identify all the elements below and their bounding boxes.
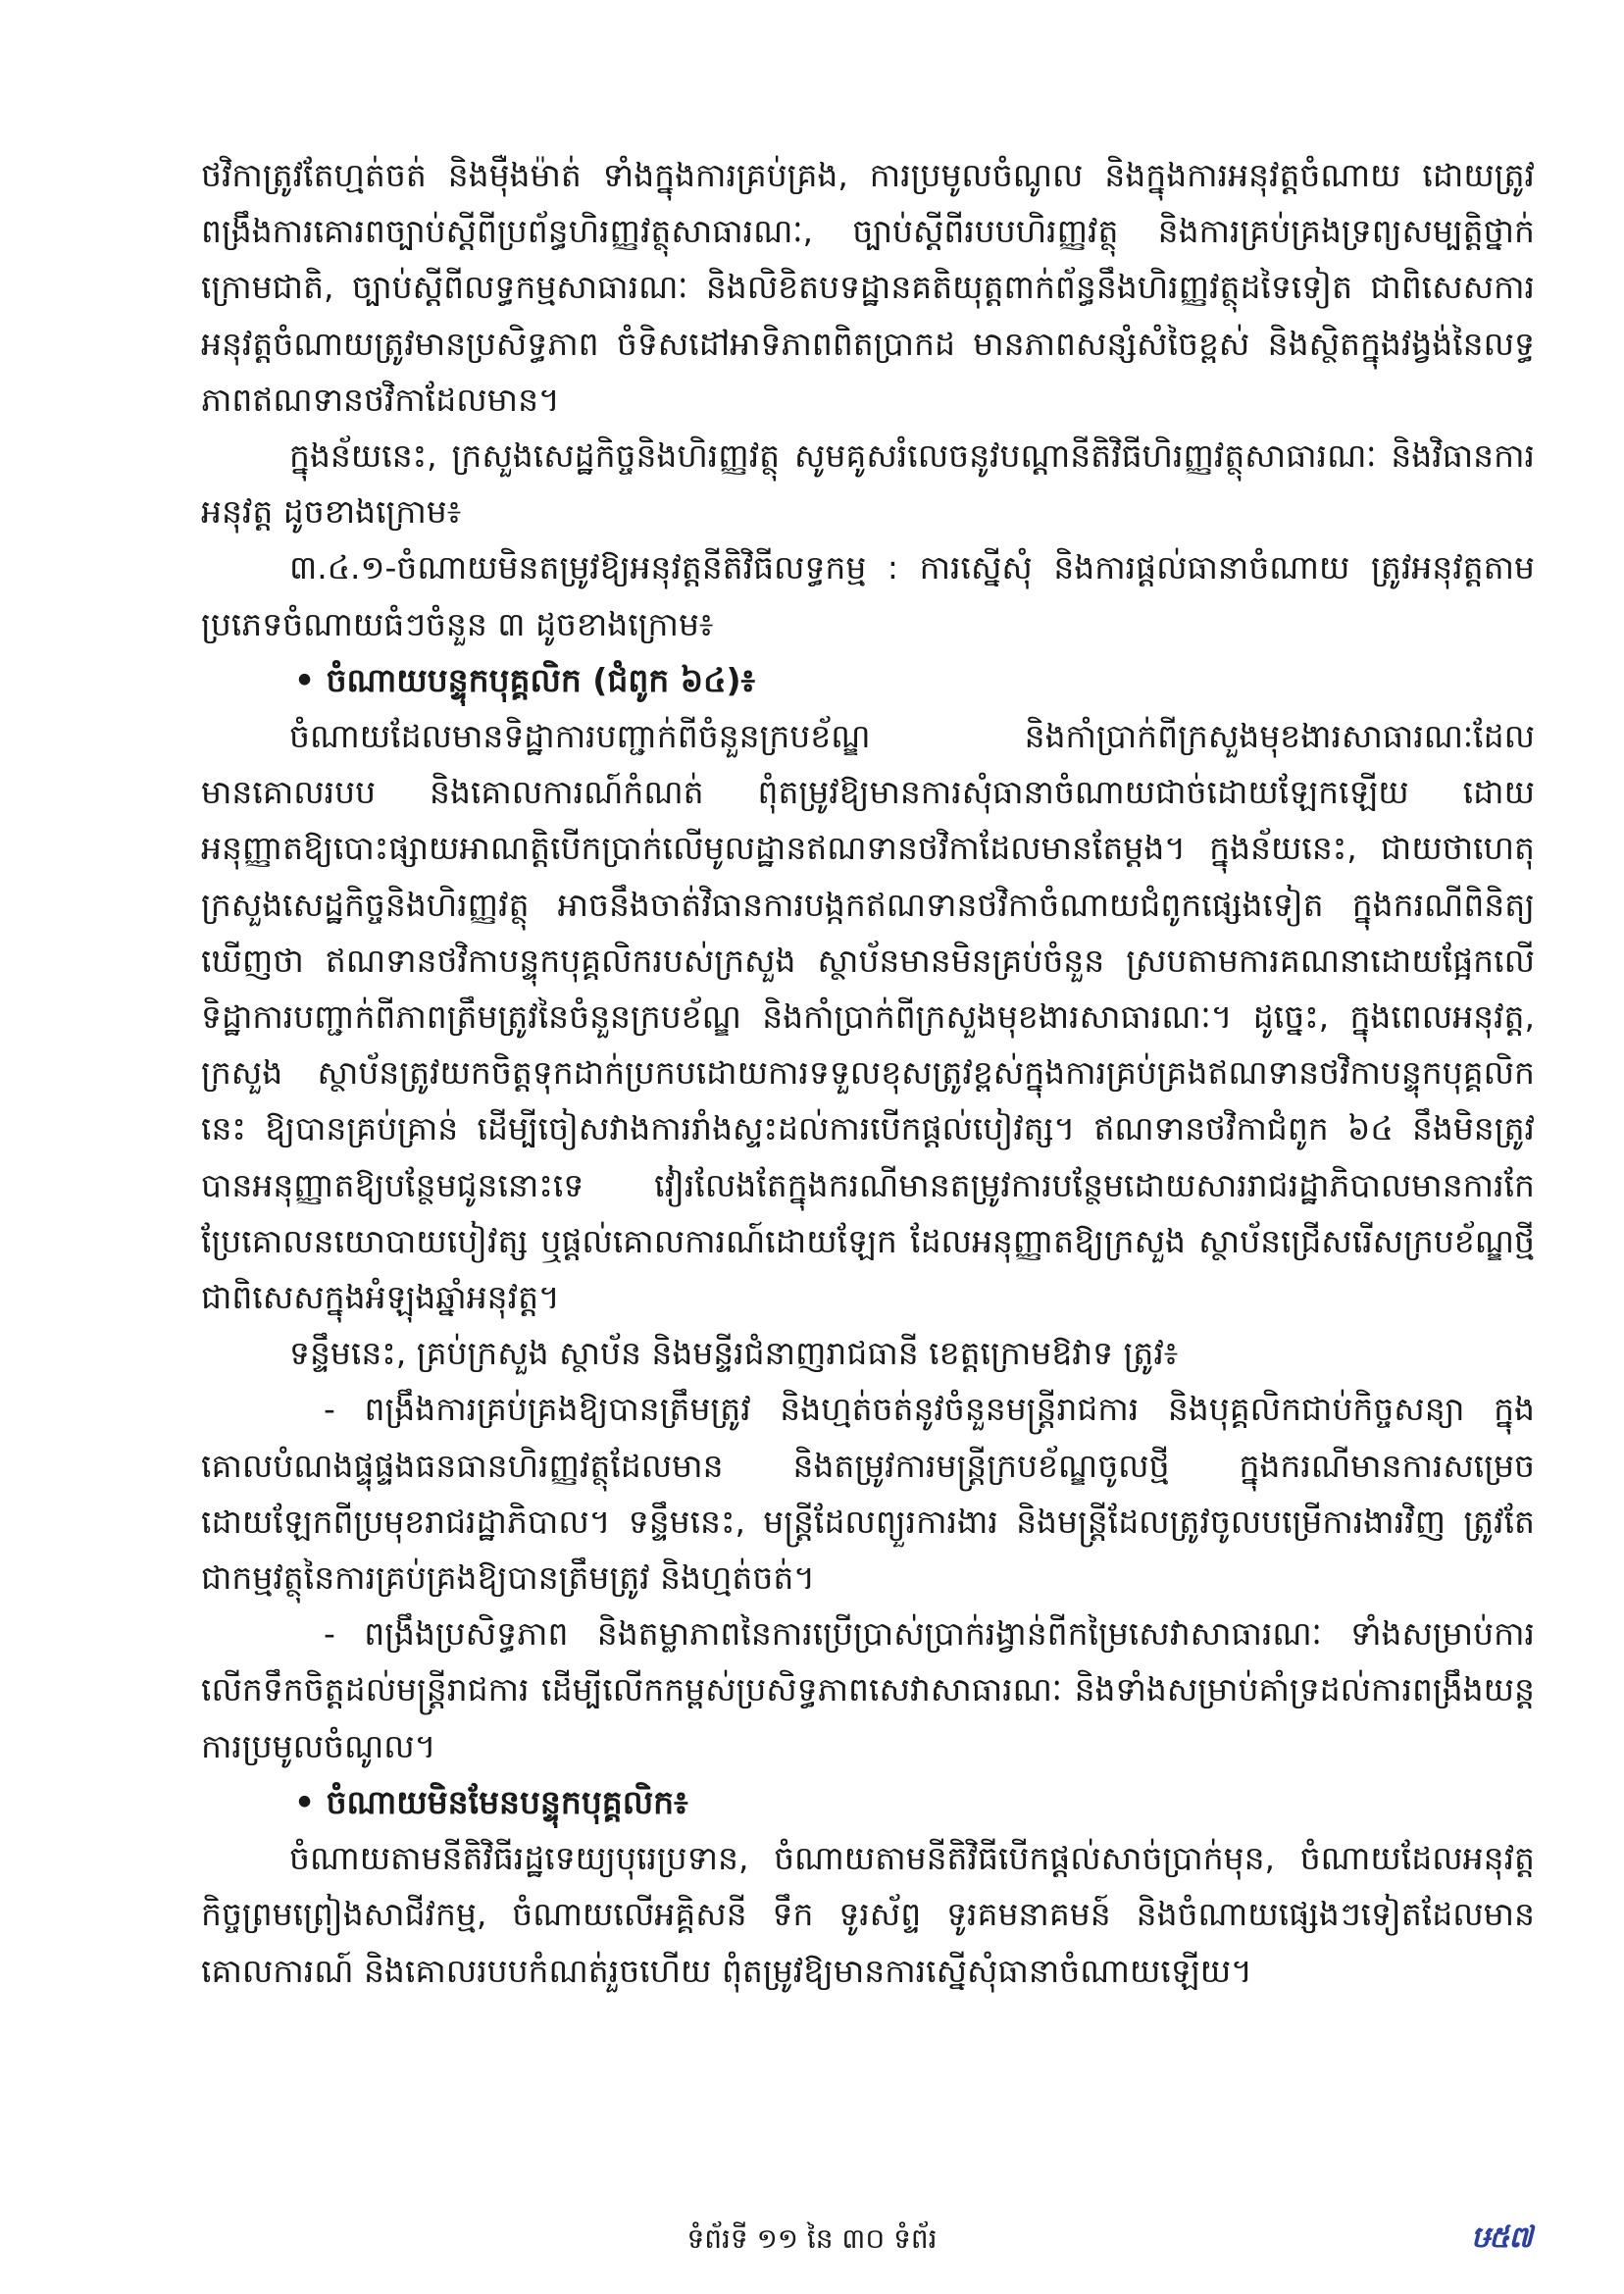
bullet-icon: • xyxy=(294,660,316,699)
dash-item-2: - ពង្រឹងប្រសិទ្ធភាព និងតម្លាភាពនៃការប្រើប្រាស់ប្រាក់រង្វាន់ពីកម្រៃសេវាសាធារណៈ ទាំងសម្រាប់ការលើកទឹកចិត្តដល់មន្ត្រីរាជការ ដើម្បីលើកកម្ពស់ប្រសិទ្ធភាពសេវាសាធារណៈ និងទាំងសម្រាប់គាំទ្រដល់ការពង្រឹងយន្តការប្រមូលចំណូល។ xyxy=(201,1614,1535,1765)
bullet-personnel-label: ចំណាយបន្ទុកបុគ្គលិក (ជំពូក ៦៤)៖ xyxy=(326,660,756,699)
document-body xyxy=(201,147,1535,1999)
paragraph-ministries: ទន្ទឹមនេះ, គ្រប់ក្រសួង ស្ថាប័ន និងមន្ទីរជំនាញរាជធានី ខេត្តក្រោមឱវាទ ត្រូវ៖ xyxy=(289,1334,1179,1373)
paragraph-non-personnel: ចំណាយតាមនីតិវិធីរដ្ឋទេយ្យបុរេប្រទាន, ចំណាយតាមនីតិវិធីបើកផ្ដល់សាច់ប្រាក់មុន, ចំណាយដែលអនុវត្តកិច្ចព្រមព្រៀងសាជីវកម្ម, ចំណាយលើអគ្គិសនី ទឹក ទូរស័ព្ទ ទូរគមនាគមន៍ និងចំណាយផ្សេងៗទៀតដែលមានគោលការណ៍ និងគោលរបបកំណត់រួចហើយ ពុំតម្រូវឱ្យមានការស្នើសុំធានាចំណាយឡើយ។ xyxy=(201,1839,1535,1990)
paragraph-2: ក្នុងន័យនេះ, ក្រសួងសេដ្ឋកិច្ចនិងហិរញ្ញវត្ថុ សូមគូសរំលេចនូវបណ្ដានីតិវិធីហិរញ្ញវត្ថុសាធារណៈ និងវិធានការអនុវត្ត ដូចខាងក្រោម៖ xyxy=(201,436,1535,532)
paragraph-personnel: ចំណាយដែលមានទិដ្ឋាការបញ្ជាក់ពីចំនួនក្របខ័ណ្ឌ និងកាំប្រាក់ពីក្រសួងមុខងារសាធារណៈដែលមានគោលរបប និងគោលការណ៍កំណត់ ពុំតម្រូវឱ្យមានការសុំធានាចំណាយជាច់ដោយឡែកឡើយ ដោយអនុញ្ញាតឱ្យបោះផ្សាយអាណត្តិបើកប្រាក់លើមូលដ្ឋានឥណទានថវិកាដែលមានតែម្តង។ ក្នុងន័យនេះ, ជាយថាហេតុក្រសួងសេដ្ឋកិច្ចនិងហិរញ្ញវត្ថុ អាចនឹងចាត់វិធានការបង្កកឥណទានថវិកាចំណាយជំពូកផ្សេងទៀត ក្នុងករណីពិនិត្យឃើញថា ឥណទានថវិកាបន្ទុកបុគ្គលិករបស់ក្រសួង ស្ថាប័នមានមិនគ្រប់ចំនួន ស្របតាមការគណនាដោយផ្អែកលើទិដ្ឋាការបញ្ជាក់ពីភាពត្រឹមត្រូវនៃចំនួនក្របខ័ណ្ឌ និងកាំប្រាក់ពីក្រសួងមុខងារសាធារណៈ។ ដូច្នេះ, ក្នុងពេលអនុវត្ត, ក្រសួង ស្ថាប័នត្រូវយកចិត្តទុកដាក់ប្រកបដោយការទទួលខុសត្រូវខ្ពស់ក្នុងការគ្រប់គ្រងឥណទានថវិកាបន្ទុកបុគ្គលិកនេះ ឱ្យបានគ្រប់គ្រាន់ ដើម្បីចៀសវាងការរាំងស្ទះដល់ការបើកផ្ដល់បៀវត្ស។ ឥណទានថវិកាជំពូក ៦៤ នឹងមិនត្រូវបានអនុញ្ញាតឱ្យបន្ថែមជូននោះទេ វៀរលែងតែក្នុងករណីមានតម្រូវការបន្ថែមដោយសាររាជរដ្ឋាភិបាលមានការកែប្រែគោលនយោបាយបៀវត្ស ឬផ្ដល់គោលការណ៍ដោយឡែក ដែលអនុញ្ញាតឱ្យក្រសួង ស្ថាប័នជ្រើសរើសក្របខ័ណ្ឌថ្មី ជាពិសេសក្នុងអំឡុងឆ្នាំអនុវត្ត។ xyxy=(201,717,1535,1317)
handwritten-page-mark: ឞ៥៧ xyxy=(1471,2220,1532,2255)
bullet-non-personnel-label: ចំណាយមិនមែនបន្ទុកបុគ្គលិក៖ xyxy=(326,1782,688,1821)
page-number-footer: ទំព័រទី ១១ នៃ ៣០ ទំព័រ xyxy=(686,2222,938,2255)
bullet-personnel-expenses xyxy=(201,652,1535,708)
dash-item-1: - ពង្រឹងការគ្រប់គ្រងឱ្យបានត្រឹមត្រូវ និងហ្មត់ចត់នូវចំនួនមន្ត្រីរាជការ និងបុគ្គលិកជាប់កិច្ចសន្យា ក្នុងគោលបំណងផ្ទុផ្ទងធនធានហិរញ្ញវត្ថុដែលមាន និងតម្រូវការមន្ត្រីក្របខ័ណ្ឌចូលថ្មី ក្នុងករណីមានការសម្រេចដោយឡែកពីប្រមុខរាជរដ្ឋាភិបាល។ ទន្ទឹមនេះ, មន្ត្រីដែលព្យួរការងារ និងមន្ត្រីដែលត្រូវចូលបម្រើការងារវិញ ត្រូវតែជាកម្មវត្ថុនៃការគ្រប់គ្រងឱ្យបានត្រឹមត្រូវ និងហ្មត់ចត់។ xyxy=(201,1390,1535,1598)
section-heading-3-4-1: ៣.៤.១-ចំណាយមិនតម្រូវឱ្យអនុវត្តនីតិវិធីលទ្ធកម្ម : ការស្នើសុំ និងការផ្ដល់ធានាចំណាយ ត្រូវអនុវត្តតាមប្រភេទចំណាយធំៗចំនួន ៣ ដូចខាងក្រោម៖ xyxy=(201,548,1535,643)
bullet-non-personnel-expenses xyxy=(201,1774,1535,1830)
paragraph-1: ថវិកាត្រូវតែហ្មត់ចត់ និងម៉ឺងម៉ាត់ ទាំងក្នុងការគ្រប់គ្រង, ការប្រមូលចំណូល និងក្នុងការអនុវត្តចំណាយ ដោយត្រូវពង្រឹងការគោរពច្បាប់ស្ដីពីប្រព័ន្ធហិរញ្ញវត្ថុសាធារណៈ, ច្បាប់ស្ដីពីរបបហិរញ្ញវត្ថុ និងការគ្រប់គ្រងទ្រព្យសម្បត្តិថ្នាក់ក្រោមជាតិ, ច្បាប់ស្ដីពីលទ្ធកម្មសាធារណៈ និងលិខិតបទដ្ឋានគតិយុត្តពាក់ព័ន្ធនឹងហិរញ្ញវត្ថុដទៃទៀត ជាពិសេសការអនុវត្តចំណាយត្រូវមានប្រសិទ្ធភាព ចំទិសដៅអាទិភាពពិតប្រាកដ មានភាពសន្សំសំចៃខ្ពស់ និងស្ថិតក្នុងវង្វង់នៃលទ្ធភាពឥណទានថវិកាដែលមាន។ xyxy=(201,156,1535,419)
bullet-icon: • xyxy=(294,1782,316,1821)
